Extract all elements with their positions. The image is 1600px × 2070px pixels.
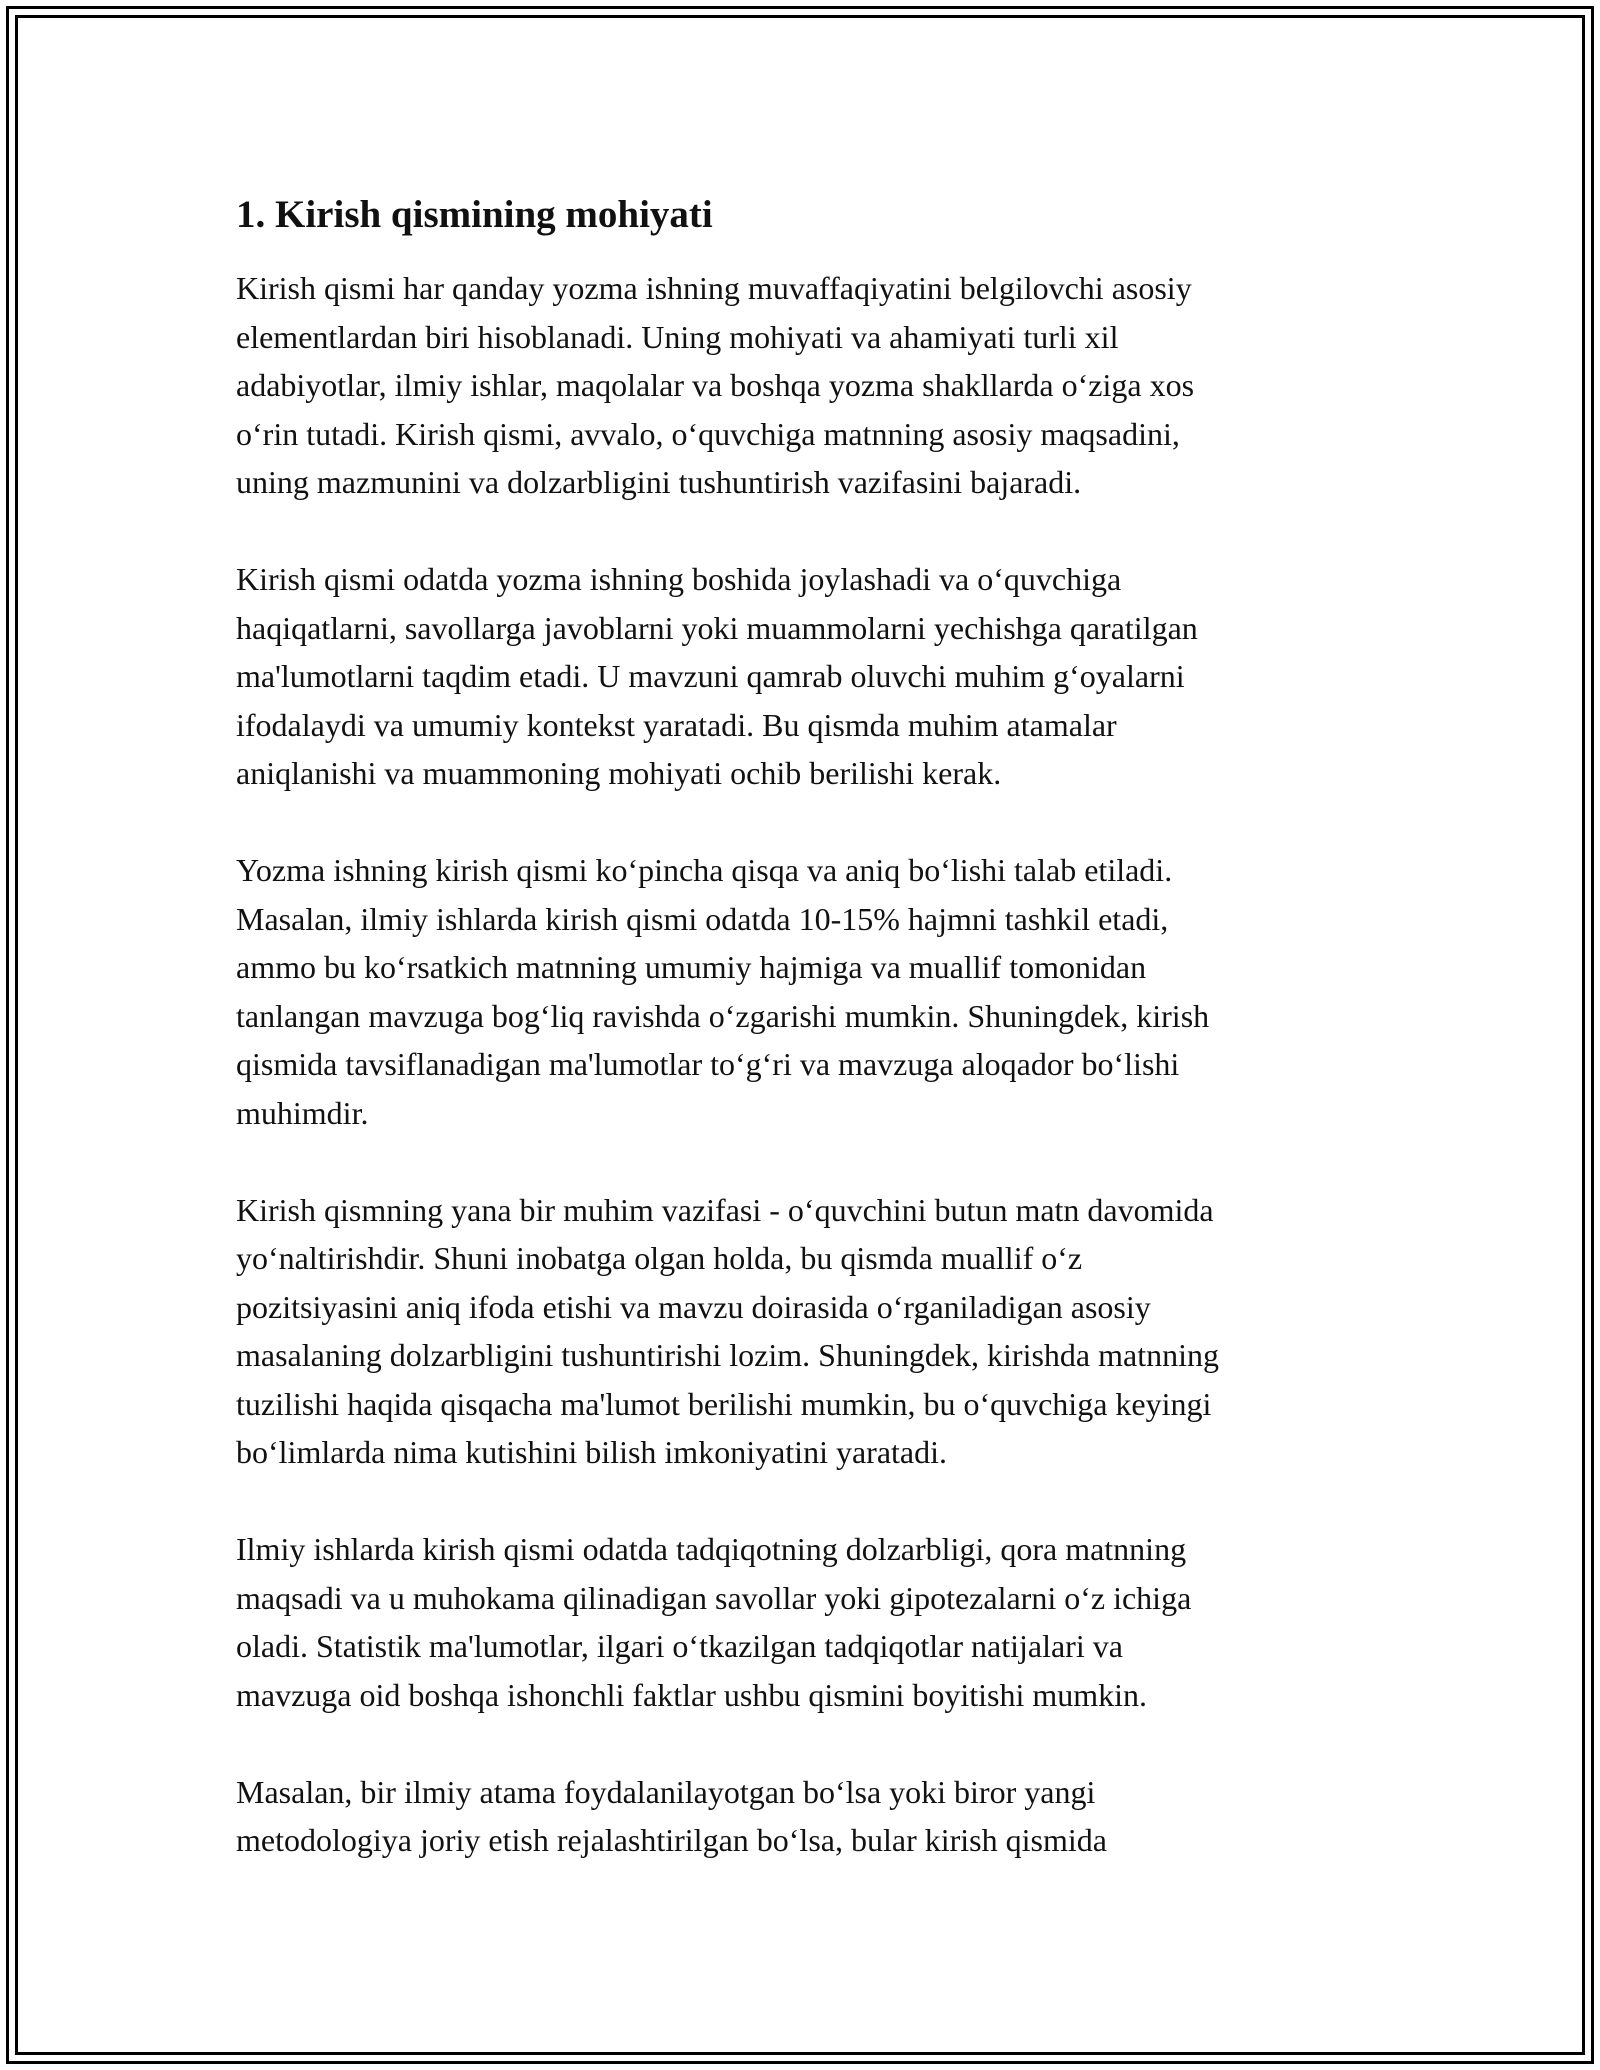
document-body	[236, 190, 1366, 1913]
paragraph-6: Masalan, bir ilmiy atama foydalanilayotgan bo‘lsa yoki biror yangi metodologiya joriy etish rejalashtirilgan bo‘lsa, bular kirish qismida	[236, 1773, 1107, 1858]
paragraph-2: Kirish qismi odatda yozma ishning boshida joylashadi va o‘quvchiga haqiqatlarni, savollarga javoblarni yoki muammolarni yechishga qaratilgan ma'lumotlarni taqdim etadi. U mavzuni qamrab oluvchi muhim g‘oyalarni ifodalaydi va umumiy kontekst yaratadi. Bu qismda muhim atamalar aniqlanishi va muammoning mohiyati ochib berilishi kerak.	[236, 561, 1198, 791]
paragraph-4: Kirish qismning yana bir muhim vazifasi - o‘quvchini butun matn davomida yo‘naltirishdir. Shuni inobatga olgan holda, bu qismda muallif o‘z pozitsiyasini aniq ifoda etishi va mavzu doirasida o‘rganiladigan asosiy masalaning dolzarbligini tushuntirishi lozim. Shuningdek, kirishda matnning tuzilishi haqida qisqacha ma'lumot berilishi mumkin, bu o‘quvchiga keyingi bo‘limlarda nima kutishini bilish imkoniyatini yaratadi.	[236, 1191, 1219, 1470]
paragraph-1: Kirish qismi har qanday yozma ishning muvaffaqiyatini belgilovchi asosiy elementlardan biri hisoblanadi. Uning mohiyati va ahamiyati turli xil adabiyotlar, ilmiy ishlar, maqolalar va boshqa yozma shakllarda o‘ziga xos o‘rin tutadi. Kirish qismi, avvalo, o‘quvchiga matnning asosiy maqsadini, uning mazmunini va dolzarbligini tushuntirish vazifasini bajaradi.	[236, 270, 1195, 500]
section-heading: 1. Kirish qismining mohiyati	[236, 193, 713, 236]
paragraph-3: Yozma ishning kirish qismi ko‘pincha qisqa va aniq bo‘lishi talab etiladi. Masalan, ilmiy ishlarda kirish qismi odatda 10-15% hajmni tashkil etadi, ammo bu ko‘rsatkich matnning umumiy hajmiga va muallif tomonidan tanlangan mavzuga bog‘liq ravishda o‘zgarishi mumkin. Shuningdek, kirish qismida tavsiflanadigan ma'lumotlar to‘g‘ri va mavzuga aloqador bo‘lishi muhimdir.	[236, 852, 1210, 1131]
paragraph-5: Ilmiy ishlarda kirish qismi odatda tadqiqotning dolzarbligi, qora matnning maqsadi va u muhokama qilinadigan savollar yoki gipotezalarni o‘z ichiga oladi. Statistik ma'lumotlar, ilgari o‘tkazilgan tadqiqotlar natijalari va mavzuga oid boshqa ishonchli faktlar ushbu qismini boyitishi mumkin.	[236, 1531, 1192, 1713]
